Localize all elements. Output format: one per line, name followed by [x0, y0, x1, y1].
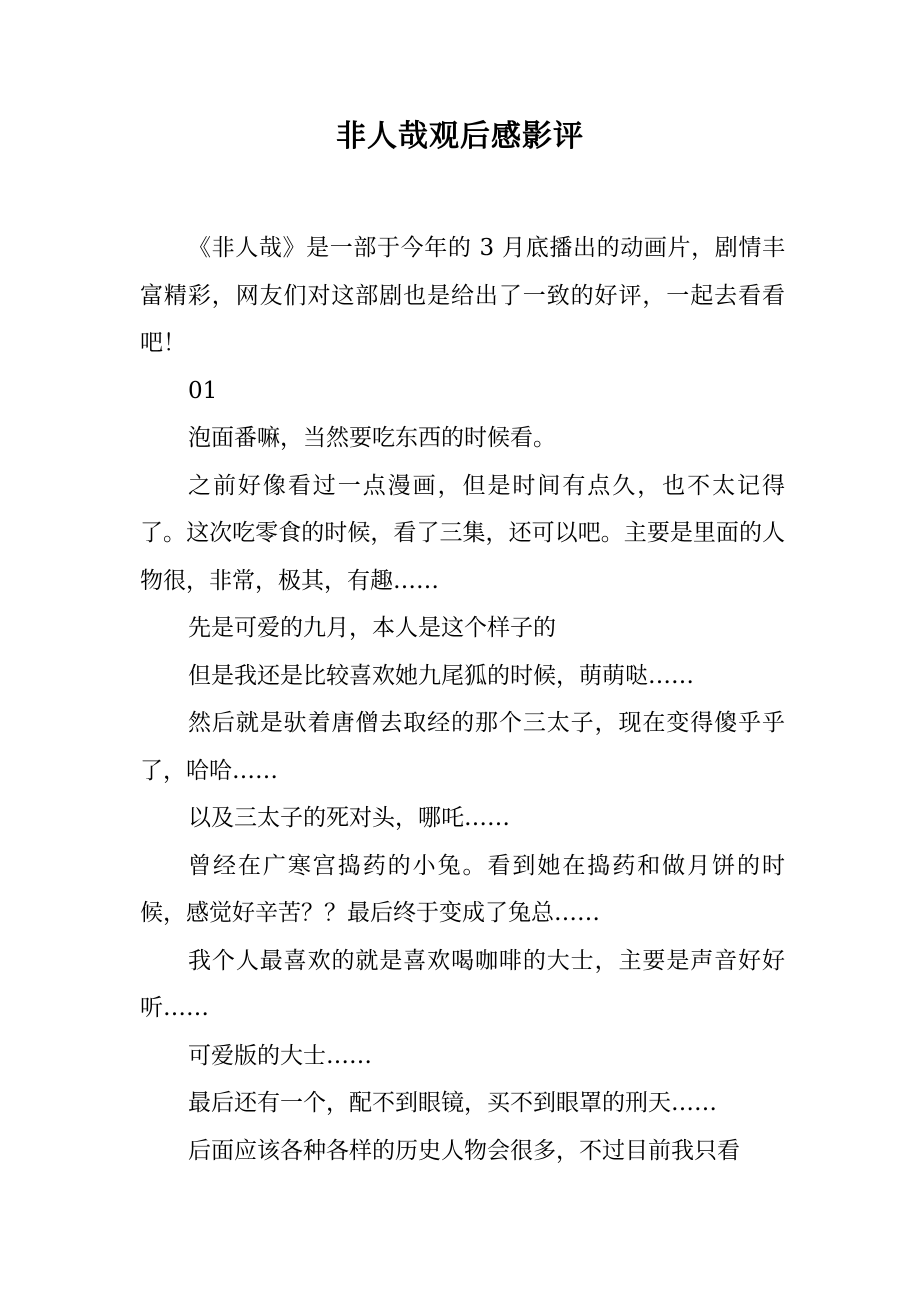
paragraph: 之前好像看过一点漫画，但是时间有点久，也不太记得了。这次吃零食的时候，看了三集，还可以吧。主要是里面的人物很，非常，极其，有趣…… — [140, 472, 785, 594]
paragraph: 然后就是驮着唐僧去取经的那个三太子，现在变得傻乎乎了，哈哈…… — [140, 710, 785, 784]
paragraph: 先是可爱的九月，本人是这个样子的 — [188, 615, 556, 641]
paragraph: 我个人最喜欢的就是喜欢喝咖啡的大士，主要是声音好好听…… — [140, 947, 785, 1021]
paragraph: 以及三太子的死对头，哪吒…… — [188, 805, 510, 831]
paragraph: 泡面番嘛，当然要吃东西的时候看。 — [188, 425, 556, 451]
paragraph: 最后还有一个，配不到眼镜，买不到眼罩的刑天…… — [188, 1090, 717, 1116]
paragraph: 但是我还是比较喜欢她九尾狐的时候，萌萌哒…… — [188, 662, 694, 689]
paragraph: 后面应该各种各样的历史人物会很多，不过目前我只看 — [188, 1137, 740, 1164]
paragraph-intro: 《非人哉》是一部于今年的 3 月底播出的动画片，剧情丰富精彩，网友们对这部剧也是给出了一致的好评，一起去看看吧！ — [140, 235, 785, 356]
section-number: 01 — [188, 377, 218, 404]
paragraph: 可爱版的大士…… — [188, 1042, 372, 1069]
page-title: 非人哉观后感影评 — [336, 119, 584, 154]
paragraph: 曾经在广寒宫捣药的小兔。看到她在捣药和做月饼的时候，感觉好辛苦？？最后终于变成了兔总…… — [140, 852, 785, 926]
article-body — [140, 225, 785, 1175]
